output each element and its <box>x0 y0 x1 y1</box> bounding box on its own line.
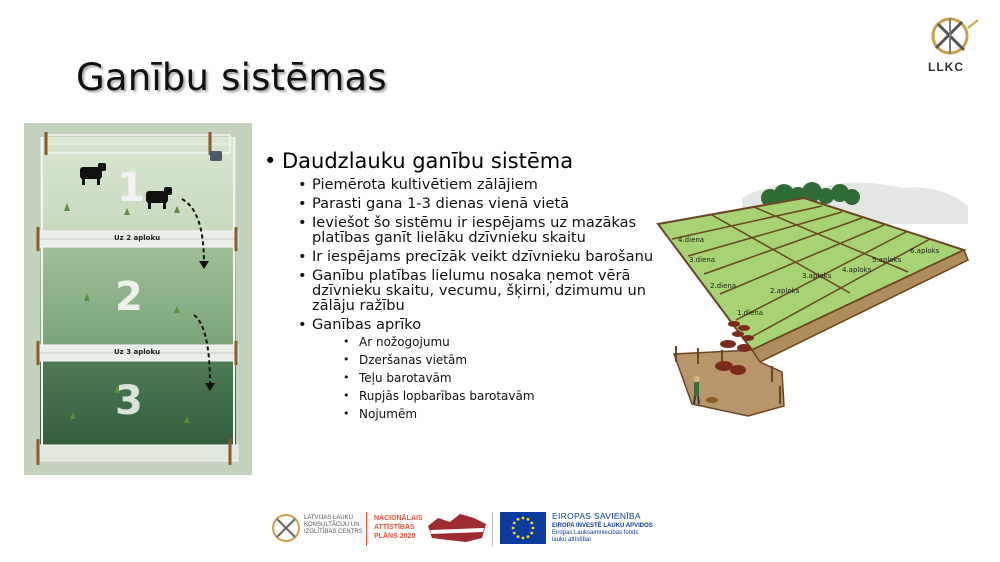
sub-bullet-list <box>264 177 654 421</box>
zone-number-2: 2 <box>115 274 143 320</box>
eu-line: Eiropas Lauksaimniecības fonds <box>552 530 639 536</box>
equipment-item: • Nojumēm <box>343 407 654 421</box>
field-label: 3.aploks <box>802 272 832 280</box>
footer-logos <box>270 508 730 552</box>
zone-number-1: 1 <box>117 165 145 211</box>
content-list <box>264 148 654 425</box>
bullet-point: • Parasti gana 1-3 dienas vienā vietā <box>298 196 654 211</box>
llkc-line: IZGLĪTĪBAS CENTRS <box>304 529 363 535</box>
eu-line: EIROPA INVESTĒ LAUKU APVIDOS <box>552 523 653 529</box>
slide-title: Ganību sistēmas <box>76 56 387 99</box>
nap-name <box>374 514 423 541</box>
equipment-item: • Rupjās lopbarības barotavām <box>343 389 654 403</box>
bullet-point: • Ganību platības lielumu nosaka ņemot vērā dzīvnieku skaitu, vecumu, šķirni, dzimumu un zālāju ražību <box>298 268 654 313</box>
logo-text: LLKC <box>928 60 964 74</box>
bullet-point: • Ir iespējams precīzāk veikt dzīvnieku barošanu <box>298 249 654 264</box>
llkc-name <box>304 515 363 536</box>
equipment-item: • Ar nožogojumu <box>343 335 654 349</box>
footer-divider <box>366 512 367 546</box>
field-label: 6.aploks <box>910 247 940 255</box>
llkc-line: KONSULTĀCIJU UN <box>304 522 360 528</box>
field-label: 2.diena <box>710 282 737 290</box>
zone-number-3: 3 <box>115 378 143 424</box>
field-label: 4.diena <box>678 236 705 244</box>
bullet-point: • Ieviešot šo sistēmu ir iespējams uz mazākas platības ganīt lielāku dzīvnieku skaitu <box>298 215 654 245</box>
field-label: 3.diena <box>689 256 716 264</box>
bullet-point-text: Ganības aprīko <box>312 316 422 333</box>
llkc-small-logo-icon <box>270 512 302 544</box>
nap-line: PLĀNS 2020 <box>374 533 416 540</box>
field-label: 2.aploks <box>770 287 800 295</box>
llkc-line: LATVIJAS LAUKU <box>304 515 353 521</box>
bullet-point: • Piemērota kultivētiem zālājiem <box>298 177 654 192</box>
eu-line: lauku attīstībai <box>552 537 591 543</box>
equipment-item: • Dzeršanas vietām <box>343 353 654 367</box>
latvia-map-icon <box>426 512 488 544</box>
footer-divider <box>492 512 493 546</box>
field-label: 4.aploks <box>842 266 872 274</box>
multi-paddock-fields-image <box>652 176 972 418</box>
bullet-point-equipment <box>298 317 654 421</box>
eu-title: EIROPAS SAVIENĪBA <box>552 511 641 521</box>
gate-label-3: Uz 3 aploku <box>114 348 161 356</box>
field-label: 1.diena <box>737 309 764 317</box>
main-bullet: • Daudzlauku ganību sistēma <box>264 148 654 174</box>
equipment-list <box>312 335 654 421</box>
nap-line: NACIONĀLAIS <box>374 515 423 522</box>
eu-subtitle <box>552 523 653 544</box>
field-label: 5.aploks <box>872 256 902 264</box>
nap-line: ATTĪSTĪBAS <box>374 524 415 531</box>
eu-flag-icon <box>500 512 546 544</box>
equipment-item: • Teļu barotavām <box>343 371 654 385</box>
gate-label-2: Uz 2 aploku <box>114 234 161 242</box>
